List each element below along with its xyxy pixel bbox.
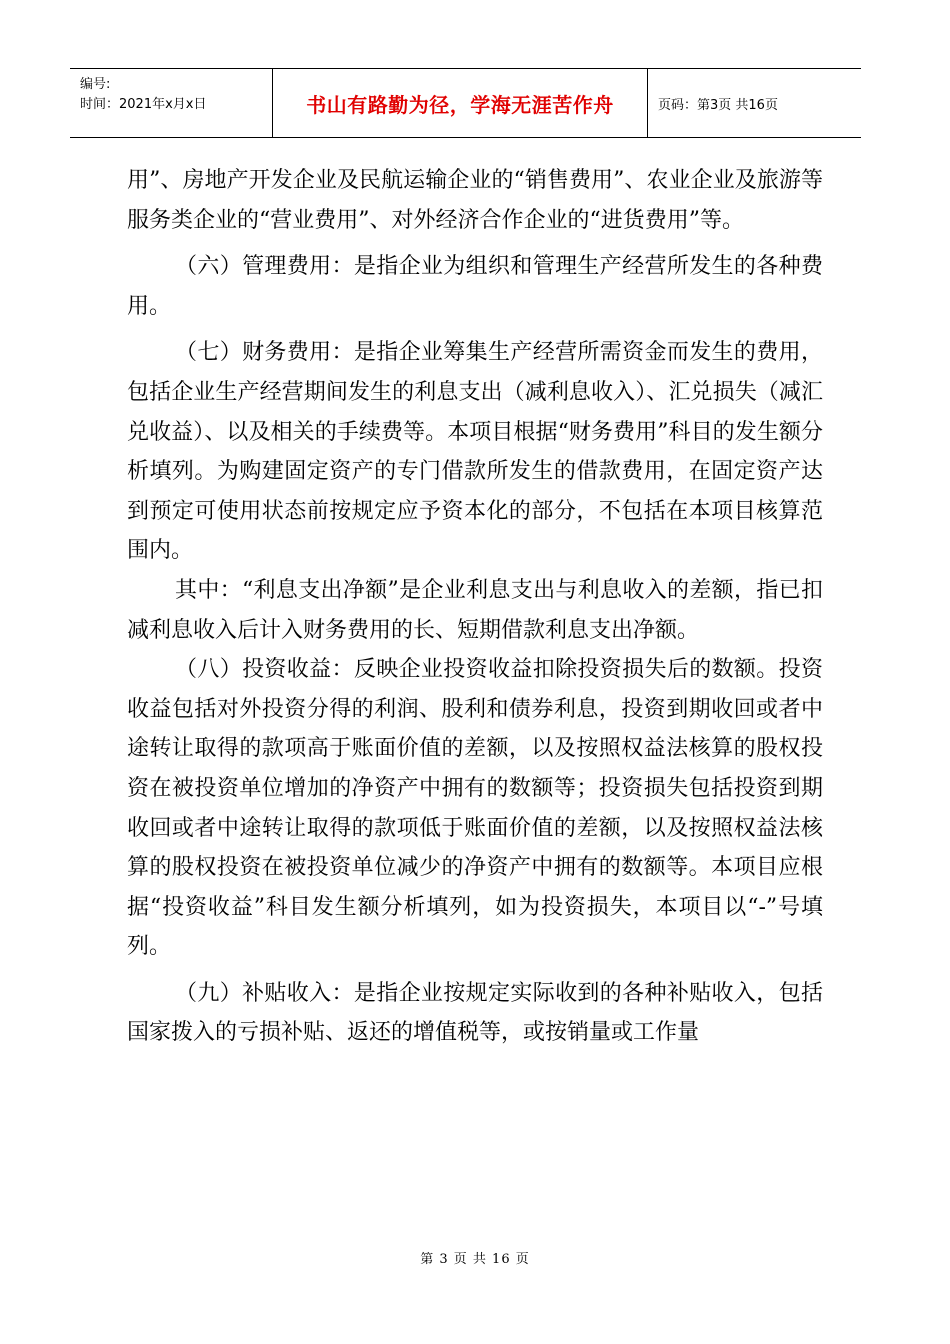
document-body [127,161,823,1053]
paragraph: 其中：“利息支出净额”是企业利息支出与利息收入的差额，指已扣减利息收入后计入财务费用的长、短期借款利息支出净额。 [127,577,823,643]
paragraph: （九）补贴收入：是指企业按规定实际收到的各种补贴收入，包括国家拨入的亏损补贴、返还的增值税等，或按销量或工作量 [127,980,823,1046]
time-label: 时间：2021年x月x日 [80,97,207,112]
number-label: 编号: [80,77,111,92]
paragraph: （六）管理费用：是指企业为组织和管理生产经营所发生的各种费用。 [127,254,823,319]
header-page-cell [648,69,861,137]
header-motto: 书山有路勤为径，学海无涯苦作舟 [306,92,614,117]
paragraph: （八）投资收益：反映企业投资收益扣除投资损失后的数额。投资收益包括对外投资分得的利润、股利和债券利息，投资到期收回或者中途转让取得的款项高于账面价值的差额，以及按照权益法核算的股权投资在被投资单位增加的净资产中拥有的数额等；投资损失包括投资到期收回或者中途转让取得的款项低于账面价值的差额，以及按照权益法核算的股权投资在被投资单位减少的净资产中拥有的数额等。本项目应根据“投资收益”科目发生额分析填列，如为投资损失，本项目以“-”号填列。 [127,657,823,960]
paragraph: （七）财务费用：是指企业筹集生产经营所需资金而发生的费用，包括企业生产经营期间发生的利息支出（减利息收入）、汇兑损失（减汇兑收益）、以及相关的手续费等。本项目根据“财务费用”科目的发生额分析填列。为购建固定资产的专门借款所发生的借款费用，在固定资产达到预定可使用状态前按规定应予资本化的部分，不包括在本项目核算范围内。 [127,340,823,564]
header-page-info: 页码：第3页 共16页 [658,97,778,113]
header-motto-cell [273,69,648,137]
paragraph: 用”、房地产开发企业及民航运输企业的“销售费用”、农业企业及旅游等服务类企业的“营业费用”、对外经济合作企业的“进货费用”等。 [127,168,823,233]
header-meta [70,69,273,137]
document-header [70,68,861,138]
page-footer: 第 3 页 共 16 页 [420,1252,530,1267]
